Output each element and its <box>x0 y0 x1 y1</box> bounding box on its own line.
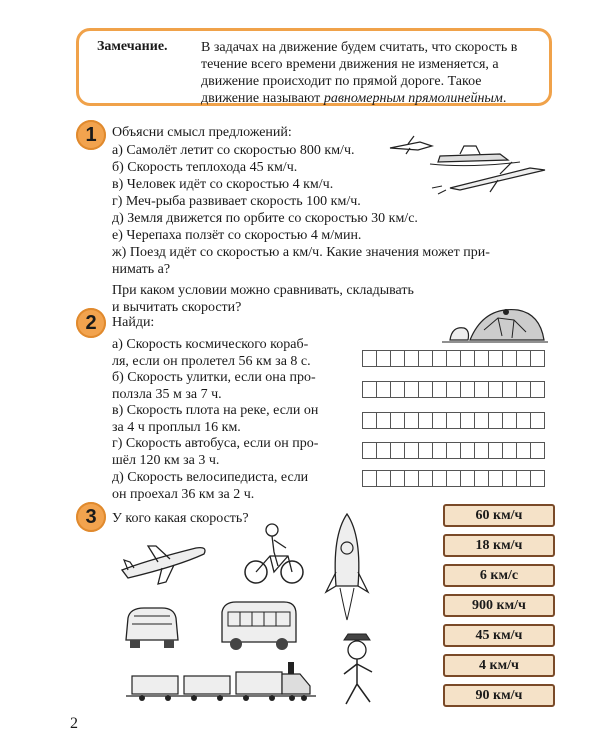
train-illustration <box>124 656 318 706</box>
grid-cell[interactable] <box>362 412 377 429</box>
grid-cell[interactable] <box>362 381 377 398</box>
grid-cell[interactable] <box>362 470 377 487</box>
grid-cell[interactable] <box>418 470 433 487</box>
grid-cell[interactable] <box>446 412 461 429</box>
task2-item-e-line2: он проехал 36 км за 2 ч. <box>112 487 255 502</box>
note-text: В задачах на движение будем считать, что скорость в течение всего времени движения не изменяется, а движение происходит по прямой дороге. Такое движение называют равномерным прямолинейным. <box>201 40 518 106</box>
answer-grid-b[interactable] <box>362 381 545 398</box>
grid-cell[interactable] <box>502 350 517 367</box>
page-number: 2 <box>70 715 78 732</box>
grid-cell[interactable] <box>376 442 391 459</box>
speed-card-3[interactable]: 6 км/с <box>443 564 555 587</box>
grid-cell[interactable] <box>376 412 391 429</box>
grid-cell[interactable] <box>530 412 545 429</box>
grid-cell[interactable] <box>432 381 447 398</box>
task1-item-f: е) Черепаха ползёт со скоростью 4 м/мин. <box>112 228 362 243</box>
grid-cell[interactable] <box>376 381 391 398</box>
grid-cell[interactable] <box>460 442 475 459</box>
task1-item-b: б) Скорость теплохода 45 км/ч. <box>112 160 298 175</box>
grid-cell[interactable] <box>488 470 503 487</box>
bus-illustration <box>218 598 300 654</box>
task2-item-b-line2: ползла 35 м за 7 ч. <box>112 387 222 402</box>
task1-intro: Объясни смысл предложений: <box>112 125 292 140</box>
grid-cell[interactable] <box>418 442 433 459</box>
grid-cell[interactable] <box>432 412 447 429</box>
grid-cell[interactable] <box>418 350 433 367</box>
grid-cell[interactable] <box>432 442 447 459</box>
grid-cell[interactable] <box>432 470 447 487</box>
answer-grid-d[interactable] <box>362 442 545 459</box>
grid-cell[interactable] <box>446 470 461 487</box>
grid-cell[interactable] <box>362 442 377 459</box>
grid-cell[interactable] <box>516 442 531 459</box>
task2-item-e-line1: д) Скорость велосипедиста, если <box>112 470 309 485</box>
grid-cell[interactable] <box>376 470 391 487</box>
grid-cell[interactable] <box>530 470 545 487</box>
grid-cell[interactable] <box>376 350 391 367</box>
grid-cell[interactable] <box>446 381 461 398</box>
task2-item-b-line1: б) Скорость улитки, если она про- <box>112 370 316 385</box>
task3-question: У кого какая скорость? <box>112 511 249 526</box>
note-box <box>76 28 552 106</box>
task2-item-a-line1: а) Скорость космического кораб- <box>112 337 309 352</box>
grid-cell[interactable] <box>460 470 475 487</box>
grid-cell[interactable] <box>390 350 405 367</box>
grid-cell[interactable] <box>502 442 517 459</box>
grid-cell[interactable] <box>460 412 475 429</box>
grid-cell[interactable] <box>474 442 489 459</box>
task1-question-line2: и вычитать скорости? <box>112 300 242 315</box>
grid-cell[interactable] <box>502 470 517 487</box>
note-term: равномерным прямолинейным <box>323 91 503 106</box>
grid-cell[interactable] <box>390 412 405 429</box>
grid-cell[interactable] <box>474 412 489 429</box>
grid-cell[interactable] <box>390 442 405 459</box>
car-illustration <box>120 600 184 652</box>
speed-card-2[interactable]: 18 км/ч <box>443 534 555 557</box>
grid-cell[interactable] <box>474 470 489 487</box>
answer-grid-c[interactable] <box>362 412 545 429</box>
task2-item-c-line2: за 4 ч проплыл 16 км. <box>112 420 241 435</box>
grid-cell[interactable] <box>404 442 419 459</box>
grid-cell[interactable] <box>404 412 419 429</box>
task1-item-g: ж) Поезд идёт со скоростью a км/ч. Какие значения может при- <box>112 245 490 260</box>
grid-cell[interactable] <box>474 350 489 367</box>
grid-cell[interactable] <box>404 470 419 487</box>
task2-number: 2 <box>76 308 106 338</box>
task1-item-e: д) Земля движется по орбите со скоростью 30 км/с. <box>112 211 418 226</box>
speed-card-1[interactable]: 60 км/ч <box>443 504 555 527</box>
grid-cell[interactable] <box>446 350 461 367</box>
task1-number: 1 <box>76 120 106 150</box>
speed-card-4[interactable]: 900 км/ч <box>443 594 555 617</box>
note-title: Замечание. <box>97 39 168 54</box>
grid-cell[interactable] <box>488 350 503 367</box>
grid-cell[interactable] <box>460 381 475 398</box>
task1-item-c: в) Человек идёт со скоростью 4 км/ч. <box>112 177 334 192</box>
task2-item-d-line1: г) Скорость автобуса, если он про- <box>112 436 319 451</box>
grid-cell[interactable] <box>390 381 405 398</box>
task3-number: 3 <box>76 502 106 532</box>
grid-cell[interactable] <box>474 381 489 398</box>
turtle-illustration <box>440 300 550 345</box>
task2-intro: Найди: <box>112 315 155 330</box>
grid-cell[interactable] <box>362 350 377 367</box>
speed-card-5[interactable]: 45 км/ч <box>443 624 555 647</box>
task1-item-g-cont: нимать a? <box>112 262 171 277</box>
task2-item-c-line1: в) Скорость плота на реке, если он <box>112 403 319 418</box>
grid-cell[interactable] <box>488 442 503 459</box>
planes-ship-illustration <box>380 128 550 198</box>
grid-cell[interactable] <box>516 381 531 398</box>
grid-cell[interactable] <box>404 350 419 367</box>
task1-item-a: а) Самолёт летит со скоростью 800 км/ч. <box>112 143 355 158</box>
grid-cell[interactable] <box>404 381 419 398</box>
speed-card-6[interactable]: 4 км/ч <box>443 654 555 677</box>
grid-cell[interactable] <box>502 412 517 429</box>
grid-cell[interactable] <box>390 470 405 487</box>
task2-item-d-line2: шёл 120 км за 3 ч. <box>112 453 220 468</box>
grid-cell[interactable] <box>418 381 433 398</box>
grid-cell[interactable] <box>488 412 503 429</box>
airplane-illustration <box>118 540 210 586</box>
grid-cell[interactable] <box>516 412 531 429</box>
cyclist-illustration <box>244 522 306 586</box>
grid-cell[interactable] <box>446 442 461 459</box>
grid-cell[interactable] <box>530 381 545 398</box>
grid-cell[interactable] <box>530 350 545 367</box>
task1-question-line1: При каком условии можно сравнивать, складывать <box>112 283 414 298</box>
grid-cell[interactable] <box>432 350 447 367</box>
grid-cell[interactable] <box>530 442 545 459</box>
grid-cell[interactable] <box>460 350 475 367</box>
walking-man-illustration <box>326 630 388 710</box>
grid-cell[interactable] <box>502 381 517 398</box>
task2-item-a-line2: ля, если он пролетел 56 км за 8 с. <box>112 354 311 369</box>
task1-item-d: г) Меч-рыба развивает скорость 100 км/ч. <box>112 194 361 209</box>
answer-grid-e[interactable] <box>362 470 545 487</box>
grid-cell[interactable] <box>488 381 503 398</box>
rocket-illustration <box>322 512 372 622</box>
speed-card-7[interactable]: 90 км/ч <box>443 684 555 707</box>
grid-cell[interactable] <box>418 412 433 429</box>
answer-grid-a[interactable] <box>362 350 545 367</box>
grid-cell[interactable] <box>516 470 531 487</box>
grid-cell[interactable] <box>516 350 531 367</box>
